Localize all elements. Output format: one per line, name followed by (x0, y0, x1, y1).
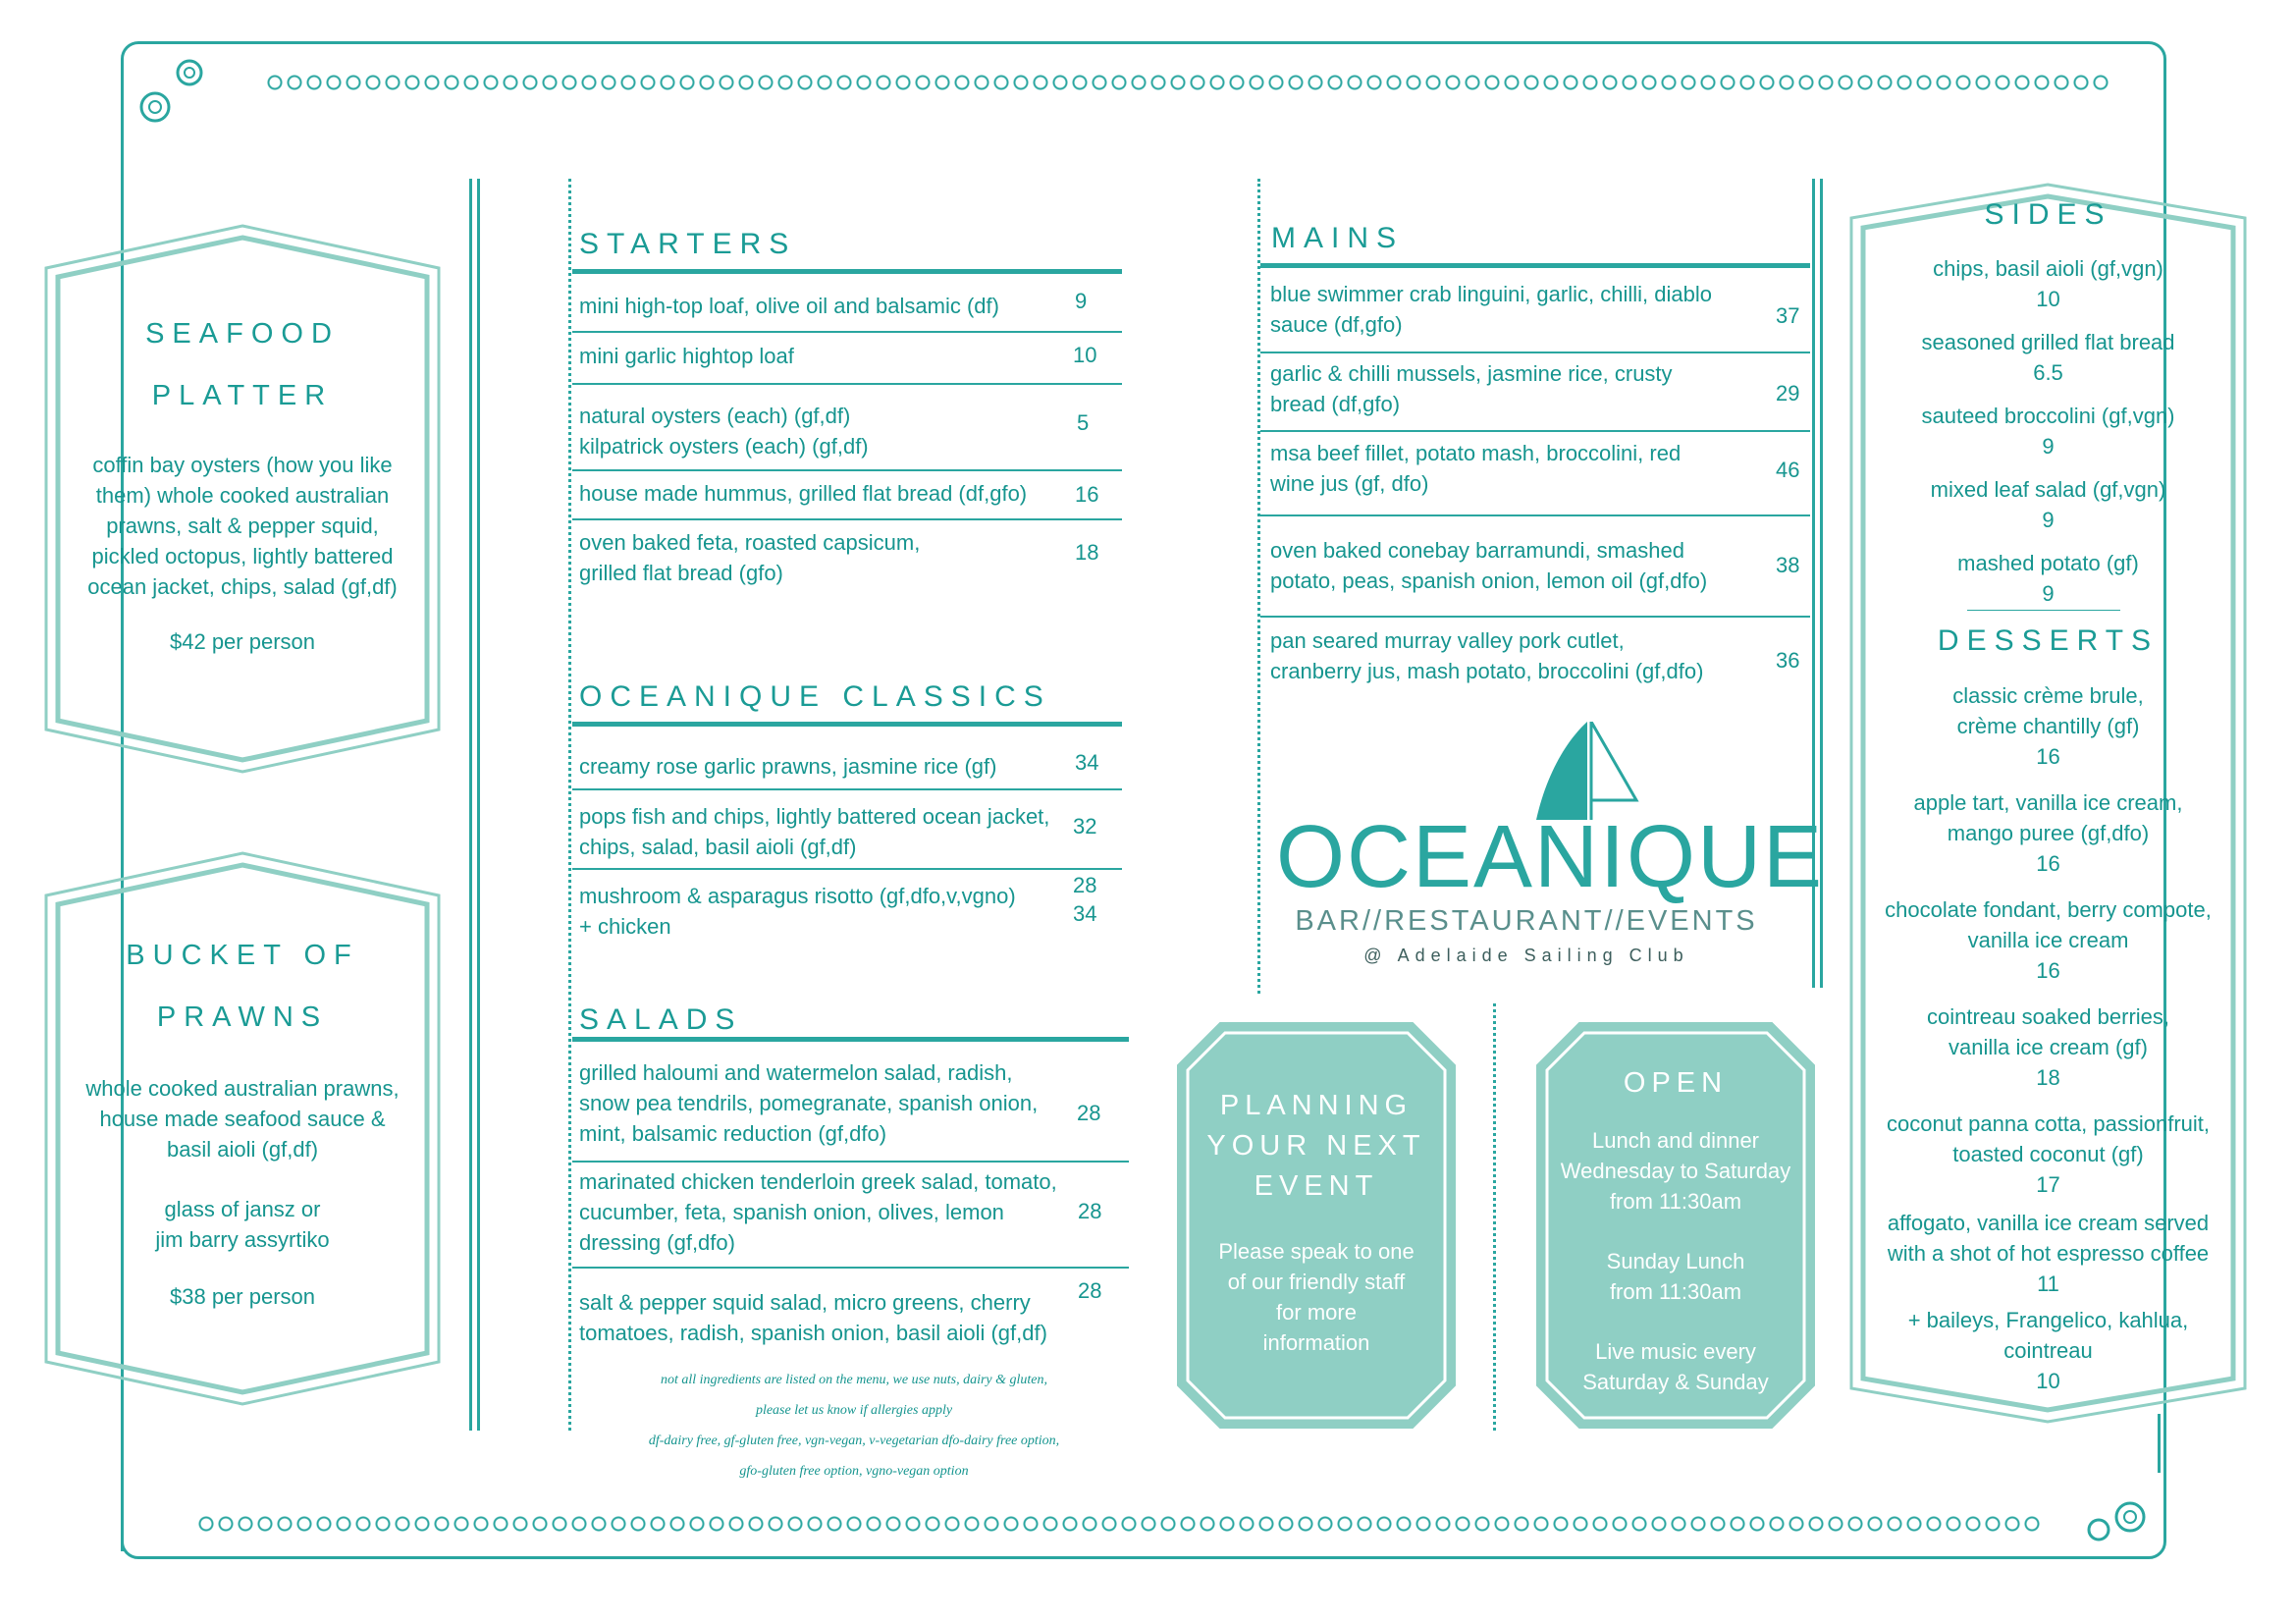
planning-title-3: EVENT (1254, 1170, 1379, 1202)
dessert-item-5-price: 17 (2036, 1172, 2060, 1197)
main-item-2-price: 29 (1776, 381, 1800, 406)
starter-sep-2 (572, 383, 1122, 385)
salad-item-1-price: 28 (1077, 1101, 1101, 1125)
desserts-title: DESSERTS (1937, 624, 2160, 657)
dessert-item-4-name2: vanilla ice cream (gf) (1949, 1035, 2148, 1059)
seafood-platter-panel (41, 224, 444, 774)
starter-item-2-name: mini garlic hightop loaf (579, 344, 794, 368)
salad-item-2-name: marinated chicken tenderloin greek salad, tomato, (579, 1169, 1057, 1194)
salad-item-3-name2: tomatoes, radish, spanish onion, basil aioli (gf,df) (579, 1321, 1047, 1345)
allergy-note (579, 1365, 1129, 1487)
planning-text-1: Please speak to one (1218, 1239, 1415, 1264)
salad-item-1-name2: snow pea tendrils, pomegranate, spanish onion, (579, 1091, 1039, 1115)
open-line-4: Sunday Lunch (1606, 1249, 1745, 1273)
desserts-list (1849, 680, 2247, 1396)
salad-sep-2 (572, 1267, 1129, 1269)
side-item-4-name: mixed leaf salad (gf,vgn) (1930, 477, 2166, 502)
main-item-1-name: blue swimmer crab linguini, garlic, chilli, diablo (1270, 282, 1712, 306)
starters-title: STARTERS (579, 228, 797, 260)
starter-item-5-name2: grilled flat bread (gfo) (579, 561, 783, 585)
salad-item-2-name3: dressing (gf,dfo) (579, 1230, 735, 1255)
open-line-1: Lunch and dinner (1591, 1128, 1760, 1153)
open-title: OPEN (1623, 1067, 1729, 1099)
dessert-item-6-name2: with a shot of hot espresso coffee (1887, 1241, 2210, 1266)
mains-dotted-rule (1257, 179, 1260, 994)
starter-item-3-price: 5 (1077, 410, 1090, 435)
main-item-4-price: 38 (1776, 553, 1800, 577)
starter-item-3-name2: kilpatrick oysters (each) (gf,df) (579, 434, 869, 459)
classic-item-3-price2: 34 (1073, 901, 1097, 926)
main-sep-4 (1260, 616, 1810, 618)
top-wave-ornament (265, 69, 2110, 90)
side-item-2-price: 6.5 (2033, 360, 2063, 385)
classics-title: OCEANIQUE CLASSICS (579, 680, 1051, 713)
side-item-4-price: 9 (2042, 508, 2055, 532)
main-item-2-name: garlic & chilli mussels, jasmine rice, crusty (1270, 361, 1673, 386)
planning-title-2: YOUR NEXT (1206, 1130, 1426, 1162)
left-hex-connector (121, 771, 124, 864)
classic-sep-1 (572, 788, 1122, 790)
sides-desserts-divider (1967, 610, 2120, 611)
seafood-platter-title-1: SEAFOOD (145, 318, 340, 350)
starter-item-5-price: 18 (1075, 540, 1099, 565)
salads-rule (572, 1037, 1129, 1042)
classic-item-1-price: 34 (1075, 750, 1099, 775)
bottom-wave-ornament (196, 1510, 2042, 1532)
seafood-platter-description: coffin bay oysters (how you like them) whole cooked australian prawns, salt & pepper squid, pickled octopus, lightly battered ocean jacket, chips, salad (gf,df) (87, 453, 398, 599)
salads-title: SALADS (579, 1003, 743, 1036)
planning-text-3: for more (1276, 1300, 1357, 1325)
logo-tagline: BAR//RESTAURANT//EVENTS (1295, 905, 1758, 937)
dessert-item-2-name2: mango puree (gf,dfo) (1947, 821, 2150, 845)
bucket-of-prawns-description: whole cooked australian prawns, house made seafood sauce & basil aioli (gf,df) (85, 1076, 400, 1162)
sides-list (1849, 253, 2247, 609)
dessert-item-3-name2: vanilla ice cream (1967, 928, 2129, 952)
dessert-item-7-price: 10 (2036, 1369, 2060, 1393)
main-item-2-name2: bread (df,gfo) (1270, 392, 1401, 416)
opening-hours-box (1535, 1021, 1816, 1430)
main-sep-3 (1260, 514, 1810, 516)
bucket-of-prawns-title-2: PRAWNS (156, 1001, 329, 1033)
starter-sep-4 (572, 518, 1122, 520)
dessert-item-4-name: cointreau soaked berries, (1926, 1004, 2170, 1029)
starter-item-2-price: 10 (1073, 343, 1097, 367)
starter-item-3-name: natural oysters (each) (gf,df) (579, 404, 851, 428)
left-hex-connector-bottom (121, 1394, 124, 1551)
bucket-of-prawns-title-1: BUCKET OF (126, 940, 359, 971)
planning-text-4: information (1262, 1330, 1370, 1355)
main-sep-2 (1260, 430, 1810, 432)
starter-sep-1 (572, 331, 1122, 333)
open-line-6: Live music every (1595, 1339, 1756, 1364)
starter-item-1-name: mini high-top loaf, olive oil and balsamic (df) (579, 294, 999, 318)
salad-item-3-name: salt & pepper squid salad, micro greens, cherry (579, 1290, 1031, 1315)
salad-item-2-name2: cucumber, feta, spanish onion, olives, lemon (579, 1200, 1004, 1224)
main-item-1-price: 37 (1776, 303, 1800, 328)
open-line-5: from 11:30am (1609, 1279, 1742, 1304)
planning-event-box (1176, 1021, 1457, 1430)
salad-item-2-price: 28 (1078, 1199, 1102, 1223)
salad-item-3-price: 28 (1078, 1278, 1102, 1303)
open-line-7: Saturday & Sunday (1582, 1370, 1769, 1394)
dessert-item-3-price: 16 (2036, 958, 2060, 983)
allergy-note-line-2: please let us know if allergies apply (755, 1403, 953, 1418)
main-item-3-name2: wine jus (gf, dfo) (1270, 471, 1429, 496)
dessert-item-1-price: 16 (2036, 744, 2060, 769)
logo-name: OCEANIQUE (1276, 808, 1825, 906)
sides-title: SIDES (1984, 198, 2112, 231)
bottom-right-swirl-ornament (2071, 1473, 2160, 1571)
main-item-5-name2: cranberry jus, mash potato, broccolini (gf,dfo) (1270, 659, 1704, 683)
starter-item-1-price: 9 (1075, 289, 1088, 313)
starter-item-5-name: oven baked feta, roasted capsicum, (579, 530, 921, 555)
classic-item-1-name: creamy rose garlic prawns, jasmine rice (gf) (579, 754, 997, 779)
side-item-5-price: 9 (2042, 581, 2055, 606)
allergy-note-line-1: not all ingredients are listed on the menu, we use nuts, dairy & gluten, (660, 1373, 1048, 1387)
open-line-2: Wednesday to Saturday (1560, 1159, 1791, 1183)
dessert-item-5-name2: toasted coconut (gf) (1952, 1142, 2144, 1166)
main-item-4-name2: potato, peas, spanish onion, lemon oil (gf,dfo) (1270, 568, 1708, 593)
planning-text-2: of our friendly staff (1227, 1270, 1406, 1294)
classic-item-3-name2: + chicken (579, 914, 671, 939)
bucket-of-prawns-panel (41, 851, 444, 1406)
salad-item-1-name3: mint, balsamic reduction (gf,dfo) (579, 1121, 887, 1146)
classics-rule (572, 722, 1122, 727)
boxes-dotted-rule (1493, 1003, 1496, 1431)
main-sep-1 (1260, 352, 1810, 353)
seafood-platter-price: $42 per person (170, 629, 315, 654)
dessert-item-2-price: 16 (2036, 851, 2060, 876)
starters-rule (572, 269, 1122, 274)
side-item-3-name: sauteed broccolini (gf,vgn) (1921, 404, 2175, 428)
allergy-note-line-4: gfo-gluten free option, vgno-vegan option (739, 1464, 969, 1479)
planning-title-1: PLANNING (1219, 1090, 1414, 1121)
mains-rule (1260, 263, 1810, 268)
starters-dotted-rule (568, 179, 571, 1431)
dessert-item-3-name: chocolate fondant, berry compote, (1885, 897, 2212, 922)
classic-item-2-name: pops fish and chips, lightly battered ocean jacket, (579, 804, 1050, 829)
dessert-item-2-name: apple tart, vanilla ice cream, (1913, 790, 2183, 815)
bucket-of-prawns-drink-2: jim barry assyrtiko (155, 1227, 330, 1252)
classic-item-2-name2: chips, salad, basil aioli (gf,df) (579, 835, 857, 859)
side-item-5-name: mashed potato (gf) (1957, 551, 2139, 575)
side-item-3-price: 9 (2042, 434, 2055, 459)
starter-item-4-name: house made hummus, grilled flat bread (df,gfo) (579, 481, 1028, 506)
classic-sep-2 (572, 868, 1122, 870)
left-double-rule-a (469, 179, 472, 1431)
classic-item-2-price: 32 (1073, 814, 1097, 839)
main-item-3-price: 46 (1776, 458, 1800, 482)
dessert-item-6-name: affogato, vanilla ice cream served (1887, 1211, 2210, 1235)
open-line-3: from 11:30am (1609, 1189, 1742, 1214)
allergy-note-line-3: df-dairy free, gf-gluten free, vgn-vegan, v-vegetarian dfo-dairy free option, (648, 1434, 1060, 1448)
main-item-3-name: msa beef fillet, potato mash, broccolini, red (1270, 441, 1682, 465)
starter-item-4-price: 16 (1075, 482, 1099, 507)
left-double-rule-b (477, 179, 480, 1431)
bucket-of-prawns-price: $38 per person (170, 1284, 315, 1309)
dessert-item-6-price: 11 (2037, 1271, 2059, 1296)
dessert-item-5-name: coconut panna cotta, passionfruit, (1887, 1111, 2210, 1136)
starter-sep-3 (572, 469, 1122, 471)
dessert-item-1-name2: crème chantilly (gf) (1956, 714, 2140, 738)
dessert-item-7-name: + baileys, Frangelico, kahlua, (1907, 1308, 2189, 1332)
side-item-2-name: seasoned grilled flat bread (1921, 330, 2175, 354)
main-item-5-price: 36 (1776, 648, 1800, 673)
side-item-1-price: 10 (2036, 287, 2060, 311)
top-left-swirl-ornament (126, 43, 214, 141)
seafood-platter-title-2: PLATTER (151, 380, 334, 411)
dessert-item-7-name2: cointreau (2003, 1338, 2093, 1363)
main-item-5-name: pan seared murray valley pork cutlet, (1270, 628, 1625, 653)
dessert-item-4-price: 18 (2036, 1065, 2060, 1090)
salad-item-1-name: grilled haloumi and watermelon salad, radish, (579, 1060, 1013, 1085)
side-item-1-name: chips, basil aioli (gf,vgn) (1933, 256, 2163, 281)
salad-sep-1 (572, 1161, 1129, 1163)
mains-title: MAINS (1271, 222, 1405, 254)
main-item-4-name: oven baked conebay barramundi, smashed (1270, 538, 1684, 563)
main-item-1-name2: sauce (df,gfo) (1270, 312, 1403, 337)
dessert-item-1-name: classic crème brule, (1952, 683, 2144, 708)
bucket-of-prawns-drink-1: glass of jansz or (164, 1197, 321, 1221)
classic-item-3-price: 28 (1073, 873, 1097, 897)
classic-item-3-name: mushroom & asparagus risotto (gf,dfo,v,vgno) (579, 884, 1016, 908)
logo-location: @ Adelaide Sailing Club (1363, 946, 1689, 965)
